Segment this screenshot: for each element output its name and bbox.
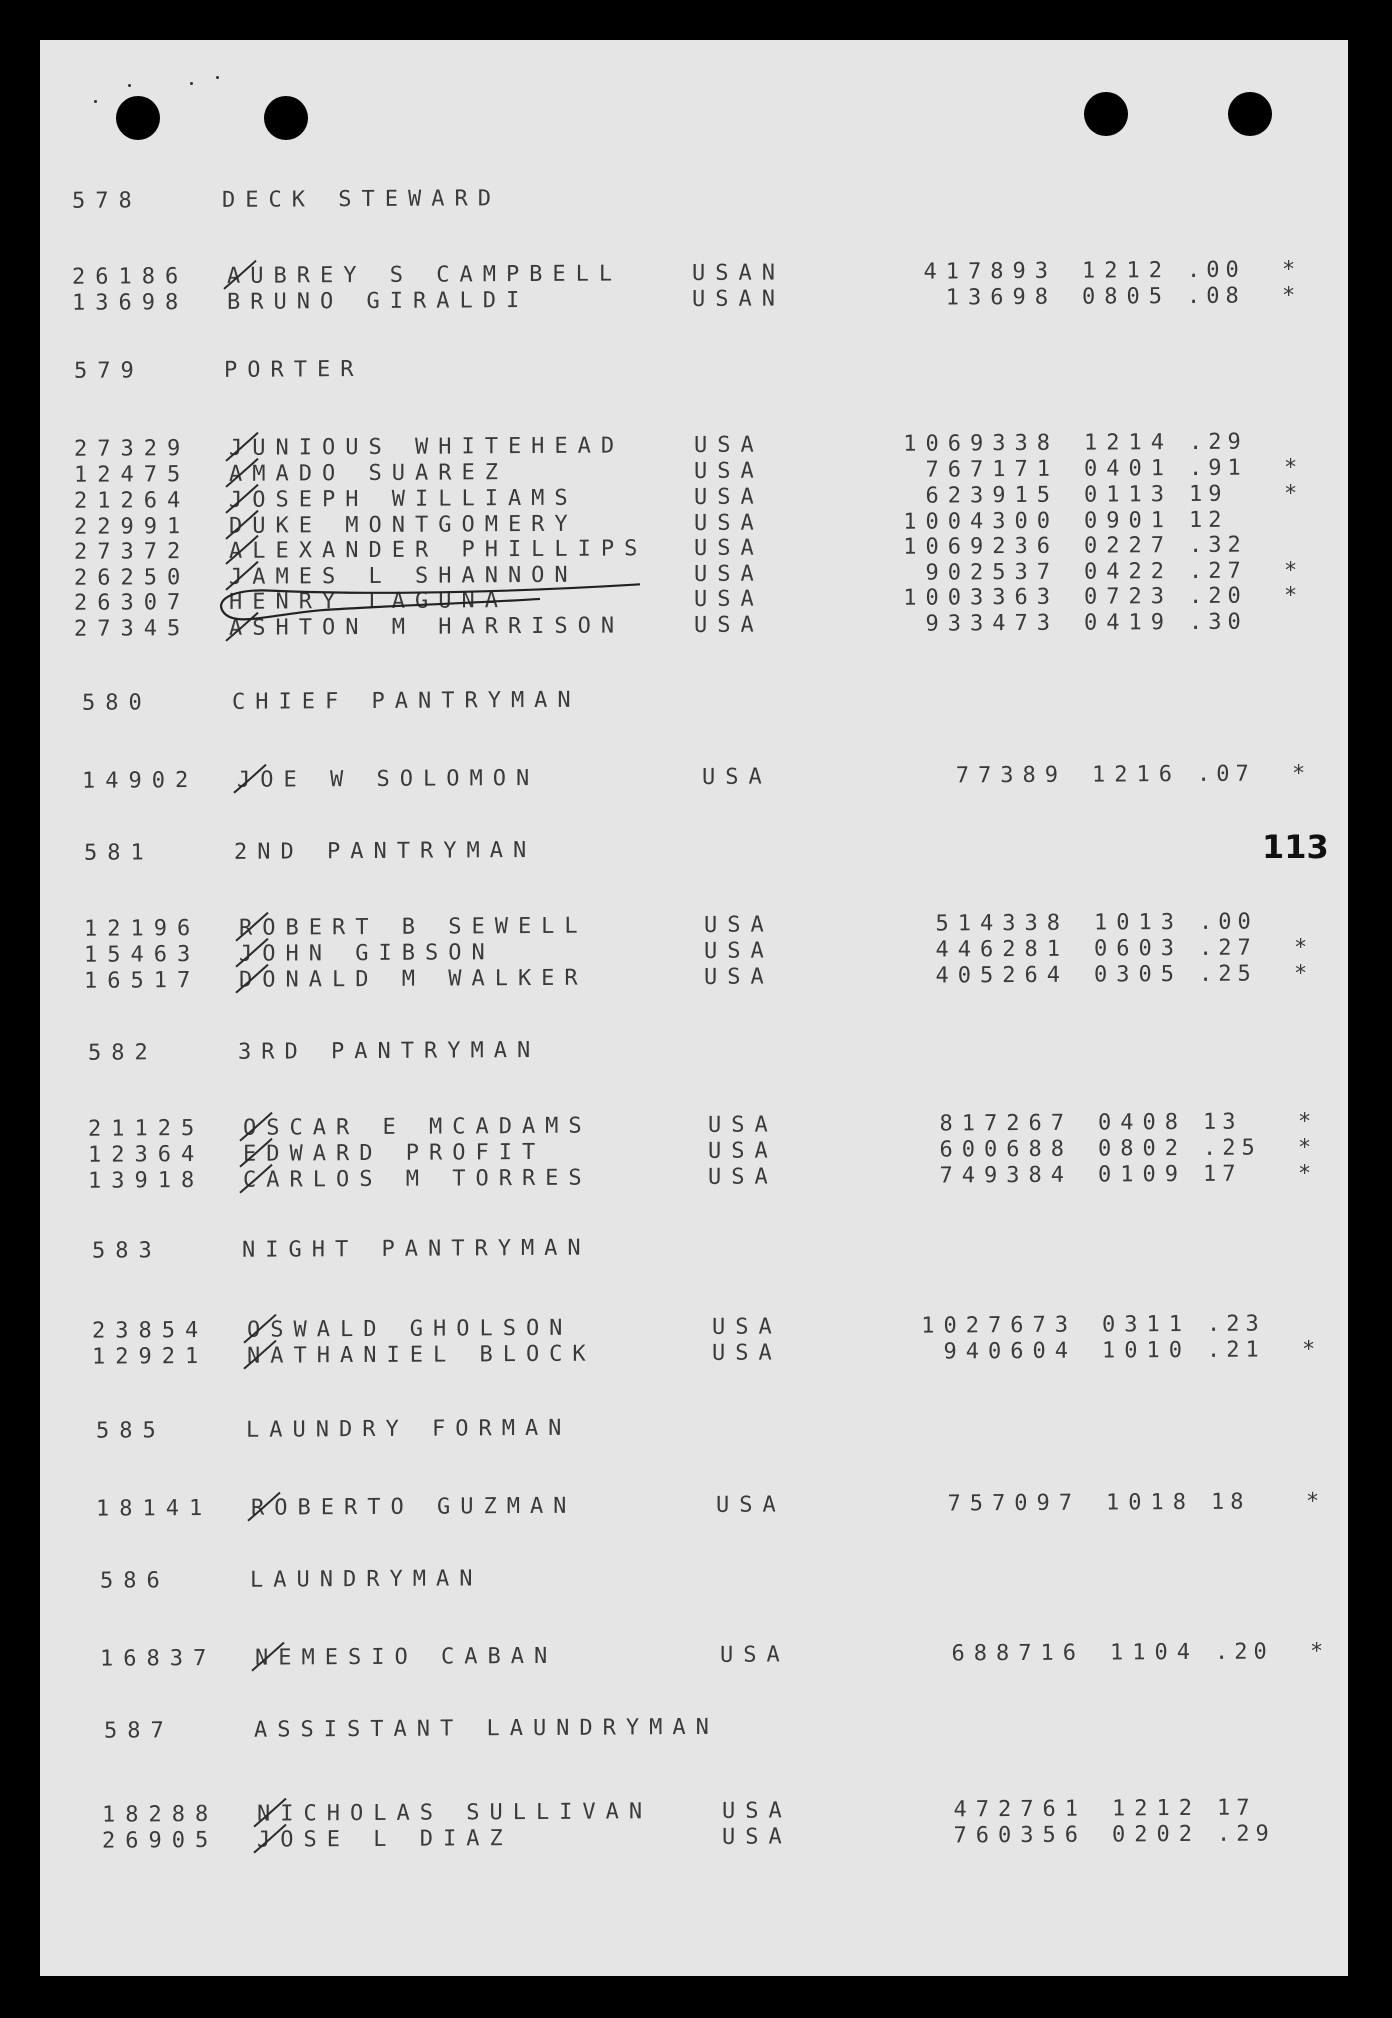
date-code: 1212 bbox=[1082, 258, 1171, 284]
crew-name: OSWALD GHOLSON bbox=[247, 1315, 573, 1343]
asterisk-mark: * bbox=[1298, 1109, 1312, 1135]
crew-name: JOSEPH WILLIAMS bbox=[229, 485, 578, 513]
punch-hole bbox=[1084, 92, 1128, 136]
job-code: 582 bbox=[88, 1040, 158, 1066]
crew-number: 23854 bbox=[92, 1317, 209, 1344]
job-code: 579 bbox=[74, 358, 144, 384]
document-number: 767171 bbox=[925, 456, 1059, 483]
document-number: 757097 bbox=[947, 1490, 1081, 1517]
crew-name: HENRY LAGUNA bbox=[229, 588, 508, 615]
crew-name: JOE W SOLOMON bbox=[237, 765, 540, 793]
asterisk-mark: * bbox=[1294, 935, 1308, 961]
date-code: 0422 bbox=[1084, 559, 1173, 585]
crew-number: 18141 bbox=[96, 1495, 213, 1522]
crew-number: 18288 bbox=[102, 1801, 219, 1828]
crew-name: AUBREY S CAMPBELL bbox=[227, 261, 623, 289]
rate-value: .25 bbox=[1199, 961, 1257, 987]
crew-number: 16837 bbox=[100, 1645, 217, 1672]
speck bbox=[128, 84, 131, 87]
document-number: 13698 bbox=[945, 284, 1057, 311]
date-code: 1010 bbox=[1102, 1337, 1191, 1364]
crew-name: NICHOLAS SULLIVAN bbox=[257, 1799, 653, 1827]
crew-number: 26250 bbox=[74, 565, 191, 591]
nationality: USA bbox=[708, 1164, 778, 1190]
crew-name: DONALD M WALKER bbox=[239, 965, 588, 993]
crew-number: 13918 bbox=[88, 1167, 205, 1194]
job-title: CHIEF PANTRYMAN bbox=[232, 687, 581, 715]
document-number: 749384 bbox=[939, 1162, 1073, 1189]
rate-value: 19 bbox=[1189, 481, 1228, 507]
rate-value: .91 bbox=[1189, 455, 1247, 481]
crew-number: 27329 bbox=[74, 436, 191, 462]
asterisk-mark: * bbox=[1298, 1135, 1312, 1161]
date-code: 1104 bbox=[1110, 1639, 1199, 1666]
job-title: 3RD PANTRYMAN bbox=[238, 1037, 541, 1065]
rate-value: .27 bbox=[1199, 935, 1257, 961]
rate-value: .21 bbox=[1207, 1337, 1265, 1363]
crew-name: ASHTON M HARRISON bbox=[229, 613, 625, 641]
asterisk-mark: * bbox=[1294, 961, 1308, 987]
nationality: USA bbox=[694, 612, 764, 639]
job-title: PORTER bbox=[224, 357, 364, 383]
date-code: 0419 bbox=[1084, 610, 1173, 636]
job-code: 586 bbox=[100, 1568, 170, 1594]
nationality: USAN bbox=[692, 286, 785, 313]
date-code: 0109 bbox=[1098, 1161, 1187, 1188]
rate-value: .25 bbox=[1203, 1135, 1261, 1161]
rate-value: .20 bbox=[1215, 1639, 1273, 1665]
crew-name: JOHN GIBSON bbox=[239, 940, 495, 967]
speck bbox=[190, 82, 193, 85]
crew-number: 13698 bbox=[72, 290, 189, 316]
asterisk-mark: * bbox=[1284, 583, 1298, 609]
asterisk-mark: * bbox=[1298, 1161, 1312, 1187]
document-number: 902537 bbox=[925, 559, 1059, 586]
job-title: LAUNDRYMAN bbox=[250, 1566, 483, 1593]
job-title: NIGHT PANTRYMAN bbox=[242, 1235, 591, 1263]
rate-value: .08 bbox=[1187, 283, 1245, 309]
document-number: 417893 bbox=[923, 258, 1057, 285]
document-number: 940604 bbox=[943, 1338, 1077, 1365]
document-number: 1069236 bbox=[903, 533, 1059, 560]
nationality: USA bbox=[704, 964, 774, 990]
punch-hole bbox=[116, 96, 160, 140]
nationality: USA bbox=[694, 458, 764, 485]
nationality: USA bbox=[694, 484, 764, 511]
job-code: 585 bbox=[96, 1418, 166, 1444]
crew-number: 27345 bbox=[74, 616, 191, 642]
date-code: 1018 bbox=[1106, 1489, 1195, 1516]
nationality: USA bbox=[708, 1112, 778, 1138]
nationality: USA bbox=[702, 764, 772, 790]
rate-value: 13 bbox=[1203, 1109, 1242, 1135]
crew-name: AMADO SUAREZ bbox=[229, 460, 508, 487]
job-code: 583 bbox=[92, 1238, 162, 1264]
rate-value: .07 bbox=[1197, 761, 1255, 787]
crew-number: 15463 bbox=[84, 942, 201, 968]
nationality: USA bbox=[704, 938, 774, 964]
crew-name: JUNIOUS WHITEHEAD bbox=[229, 433, 625, 461]
job-title: LAUNDRY FORMAN bbox=[246, 1415, 572, 1443]
nationality: USA bbox=[722, 1824, 792, 1850]
asterisk-mark: * bbox=[1292, 761, 1306, 787]
crew-number: 12196 bbox=[84, 916, 201, 942]
speck bbox=[94, 100, 97, 103]
crew-name: DUKE MONTGOMERY bbox=[229, 511, 578, 539]
document-number: 514338 bbox=[935, 910, 1069, 937]
job-code: 580 bbox=[82, 690, 152, 716]
job-code: 587 bbox=[104, 1718, 174, 1744]
document-number: 77389 bbox=[955, 762, 1067, 789]
document-number: 760356 bbox=[953, 1822, 1087, 1849]
asterisk-mark: * bbox=[1282, 257, 1296, 283]
nationality: USA bbox=[694, 561, 764, 588]
document-number: 405264 bbox=[935, 962, 1069, 989]
document-number: 600688 bbox=[939, 1136, 1073, 1163]
date-code: 0408 bbox=[1098, 1109, 1187, 1136]
nationality: USA bbox=[722, 1798, 792, 1824]
rate-value: 12 bbox=[1189, 507, 1228, 533]
rate-value: 17 bbox=[1217, 1795, 1256, 1821]
rate-value: .20 bbox=[1189, 583, 1247, 609]
date-code: 0802 bbox=[1098, 1135, 1187, 1162]
asterisk-mark: * bbox=[1284, 481, 1298, 507]
date-code: 0227 bbox=[1084, 533, 1173, 559]
nationality: USA bbox=[694, 535, 764, 562]
crew-number: 21125 bbox=[88, 1115, 205, 1142]
crew-number: 27372 bbox=[74, 539, 191, 565]
nationality: USA bbox=[704, 912, 774, 938]
crew-name: ROBERTO GUZMAN bbox=[251, 1493, 577, 1521]
date-code: 0202 bbox=[1112, 1821, 1201, 1848]
rate-value: .29 bbox=[1217, 1821, 1275, 1847]
rate-value: .27 bbox=[1189, 558, 1247, 584]
rate-value: .32 bbox=[1189, 532, 1247, 558]
date-code: 0901 bbox=[1084, 508, 1173, 534]
crew-name: OSCAR E MCADAMS bbox=[243, 1113, 592, 1141]
crew-name: CARLOS M TORRES bbox=[243, 1165, 592, 1193]
nationality: USA bbox=[708, 1138, 778, 1164]
date-code: 1013 bbox=[1094, 910, 1183, 936]
document-number: 446281 bbox=[935, 936, 1069, 963]
nationality: USA bbox=[716, 1492, 786, 1518]
asterisk-mark: * bbox=[1284, 558, 1298, 584]
job-title: 2ND PANTRYMAN bbox=[234, 837, 537, 865]
rate-value: .29 bbox=[1189, 429, 1247, 455]
rate-value: .30 bbox=[1189, 609, 1247, 635]
job-title: DECK STEWARD bbox=[222, 186, 501, 213]
date-code: 0113 bbox=[1084, 482, 1173, 508]
crew-number: 16517 bbox=[84, 968, 201, 994]
crew-number: 12921 bbox=[92, 1343, 209, 1370]
date-code: 0603 bbox=[1094, 936, 1183, 962]
nationality: USA bbox=[712, 1340, 782, 1366]
date-code: 0805 bbox=[1082, 284, 1171, 310]
crew-number: 12475 bbox=[74, 462, 191, 488]
crew-number: 22991 bbox=[74, 514, 191, 540]
asterisk-mark: * bbox=[1284, 455, 1298, 481]
rate-value: .23 bbox=[1207, 1311, 1265, 1337]
speck bbox=[216, 76, 219, 79]
job-code: 581 bbox=[84, 840, 154, 866]
nationality: USAN bbox=[692, 260, 785, 287]
date-code: 1214 bbox=[1084, 430, 1173, 456]
document-number: 1027673 bbox=[921, 1312, 1077, 1339]
crew-name: ROBERT B SEWELL bbox=[239, 913, 588, 941]
date-code: 0401 bbox=[1084, 456, 1173, 482]
page-number: 113 bbox=[1262, 828, 1329, 866]
rate-value: 17 bbox=[1203, 1161, 1242, 1187]
document-number: 1069338 bbox=[903, 430, 1059, 457]
crew-name: NEMESIO CABAN bbox=[255, 1643, 558, 1671]
nationality: USA bbox=[720, 1642, 790, 1668]
date-code: 0723 bbox=[1084, 584, 1173, 610]
crew-number: 26186 bbox=[72, 264, 189, 290]
crew-number: 12364 bbox=[88, 1141, 205, 1168]
document-number: 933473 bbox=[925, 610, 1059, 637]
document-number: 688716 bbox=[951, 1640, 1085, 1667]
nationality: USA bbox=[712, 1314, 782, 1340]
date-code: 1216 bbox=[1092, 762, 1181, 788]
crew-name: BRUNO GIRALDI bbox=[227, 288, 530, 315]
job-code: 578 bbox=[72, 188, 142, 214]
date-code: 0311 bbox=[1102, 1311, 1191, 1338]
punch-hole bbox=[264, 96, 308, 140]
asterisk-mark: * bbox=[1306, 1489, 1320, 1515]
crew-name: JAMES L SHANNON bbox=[229, 562, 578, 590]
document-page bbox=[40, 40, 1348, 1976]
asterisk-mark: * bbox=[1302, 1337, 1316, 1363]
crew-name: EDWARD PROFIT bbox=[243, 1139, 546, 1167]
document-number: 1003363 bbox=[903, 584, 1059, 611]
crew-number: 14902 bbox=[82, 768, 199, 794]
asterisk-mark: * bbox=[1282, 283, 1296, 309]
crew-number: 26905 bbox=[102, 1827, 219, 1854]
document-number: 623915 bbox=[925, 482, 1059, 509]
document-number: 817267 bbox=[939, 1110, 1073, 1137]
crew-name: NATHANIEL BLOCK bbox=[247, 1341, 596, 1369]
date-code: 1212 bbox=[1112, 1795, 1201, 1822]
nationality: USA bbox=[694, 432, 764, 459]
rate-value: .00 bbox=[1199, 909, 1257, 935]
document-number: 1004300 bbox=[903, 508, 1059, 535]
rate-value: 18 bbox=[1211, 1489, 1250, 1515]
rate-value: .00 bbox=[1187, 257, 1245, 283]
crew-name: JOSE L DIAZ bbox=[257, 1826, 513, 1853]
crew-name: ALEXANDER PHILLIPS bbox=[229, 536, 648, 564]
nationality: USA bbox=[694, 510, 764, 537]
asterisk-mark: * bbox=[1310, 1639, 1324, 1665]
crew-number: 26307 bbox=[74, 590, 191, 616]
punch-hole bbox=[1228, 92, 1272, 136]
document-number: 472761 bbox=[953, 1796, 1087, 1823]
nationality: USA bbox=[694, 586, 764, 613]
crew-number: 21264 bbox=[74, 488, 191, 514]
job-title: ASSISTANT LAUNDRYMAN bbox=[254, 1714, 719, 1743]
date-code: 0305 bbox=[1094, 962, 1183, 988]
